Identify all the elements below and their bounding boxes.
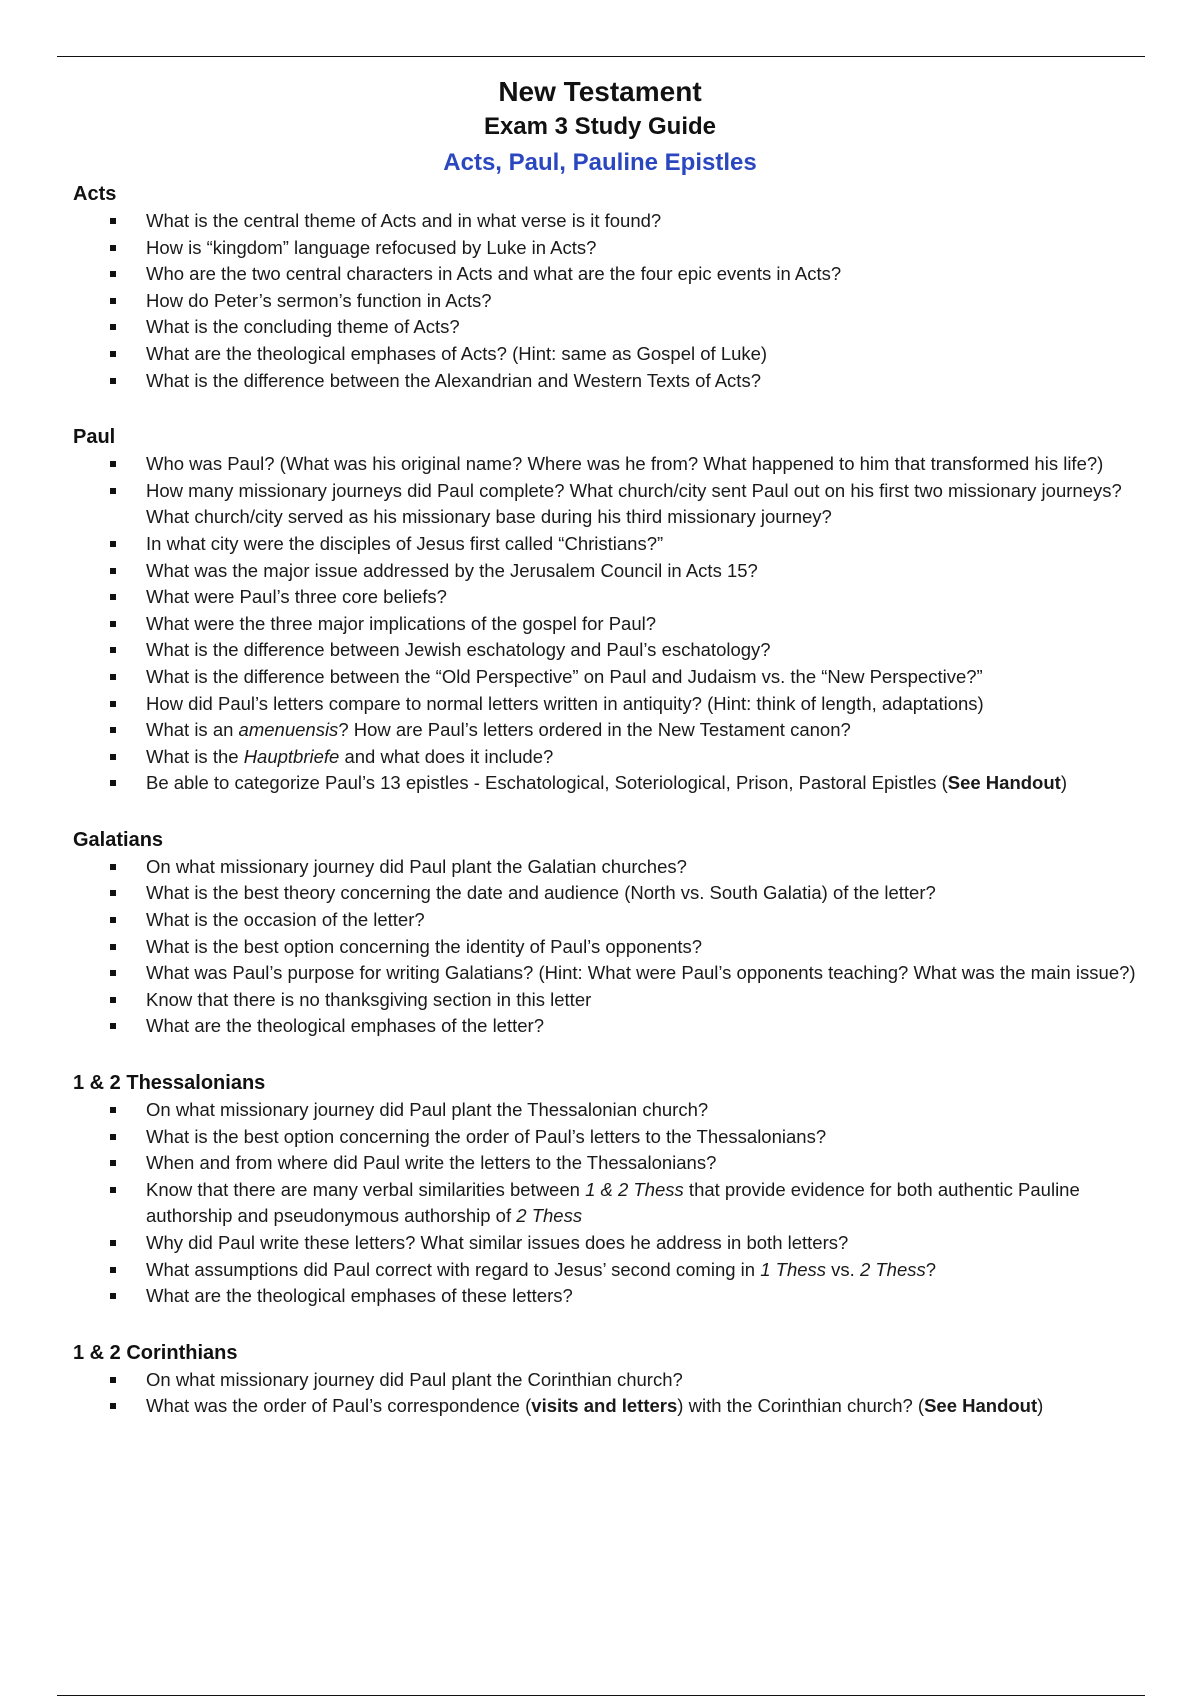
item-text: How do Peter’s sermon’s function in Acts? (146, 289, 492, 311)
list-item (73, 1124, 1163, 1151)
item-text: Be able to categorize Paul’s 13 epistles - Eschatological, Soteriological, Prison, Pastoral Epistles ( (146, 772, 948, 794)
item-text: What are the theological emphases of Acts? (Hint: same as Gospel of Luke) (146, 342, 768, 364)
item-text: What assumptions did Paul correct with regard to Jesus’ second coming in (146, 1258, 761, 1280)
section-1-2-thessalonians (73, 1069, 1163, 1310)
top-rule (57, 56, 1145, 57)
item-text: What is the concluding theme of Acts? (146, 316, 460, 338)
item-text: On what missionary journey did Paul plant the Corinthian church? (146, 1368, 683, 1390)
document-title: New Testament (498, 76, 702, 107)
item-text: What is the best option concerning the identity of Paul’s opponents? (146, 935, 703, 957)
item-text: What is the difference between the “Old Perspective” on Paul and Judaism vs. the “New Perspective?” (146, 665, 983, 687)
item-text: When and from where did Paul write the letters to the Thessalonians? (146, 1152, 717, 1174)
item-text: Know that there is no thanksgiving section in this letter (146, 988, 592, 1010)
list-item (73, 1283, 1163, 1310)
question-list (73, 1367, 1163, 1420)
list-item (73, 854, 1163, 881)
item-text: ) (1060, 772, 1067, 794)
item-text: Why did Paul write these letters? What similar issues does he address in both letters? (146, 1232, 849, 1253)
list-item (73, 314, 1163, 341)
list-item (73, 261, 1163, 288)
bold-term: See Handout (924, 1395, 1038, 1417)
item-text: What is the best option concerning the order of Paul’s letters to the Thessalonians? (146, 1125, 827, 1147)
bold-term: visits and letters (531, 1395, 678, 1417)
item-text: What is the difference between the Alexandrian and Western Texts of Acts? (146, 369, 761, 391)
item-text: What is the (146, 745, 244, 767)
item-text: How is “kingdom” language refocused by Luke in Acts? (146, 236, 597, 258)
item-text: What was the order of Paul’s correspondence ( (146, 1395, 532, 1417)
item-text: vs. (826, 1258, 860, 1280)
item-text: On what missionary journey did Paul plant the Thessalonian church? (146, 1099, 709, 1121)
italic-term: 1 Thess (760, 1258, 827, 1280)
item-text: What is the central theme of Acts and in what verse is it found? (146, 210, 662, 231)
item-text: and what does it include? (339, 745, 554, 767)
item-text: What is an (146, 719, 239, 741)
section-heading: 1 & 2 Corinthians (73, 1341, 238, 1364)
section-paul (73, 423, 1163, 797)
question-list (73, 208, 1163, 394)
item-text: What were the three major implications of the gospel for Paul? (146, 612, 657, 634)
list-item (73, 208, 1163, 235)
item-text: What is the difference between Jewish eschatology and Paul’s eschatology? (146, 639, 771, 661)
item-text: How did Paul’s letters compare to normal letters written in antiquity? (Hint: think of length, adaptations) (146, 692, 984, 714)
list-item (73, 1257, 1163, 1284)
list-item (73, 907, 1163, 934)
item-text: What are the theological emphases of the letter? (146, 1015, 544, 1037)
item-text: that provide evidence for both authentic Pauline authorship and pseudonymous authorship of (146, 1178, 1080, 1227)
list-item (73, 880, 1163, 907)
item-text: How many missionary journeys did Paul complete? What church/city sent Paul out on his first two missionary journeys? What church/city served as his missionary base during his third missionary journey? (146, 479, 1122, 528)
section-1-2-corinthians (73, 1339, 1163, 1420)
item-text: What are the theological emphases of these letters? (146, 1285, 573, 1307)
item-text: In what city were the disciples of Jesus first called “Christians?” (146, 532, 664, 554)
question-list (73, 854, 1163, 1040)
section-heading: 1 & 2 Thessalonians (73, 1072, 266, 1095)
list-item (73, 611, 1163, 638)
list-item (73, 235, 1163, 262)
list-item (73, 960, 1163, 987)
list-item (73, 744, 1163, 771)
bottom-rule (57, 1695, 1145, 1696)
study-guide-content (73, 180, 1163, 1449)
list-item (73, 531, 1163, 558)
list-item (73, 451, 1163, 478)
section-acts (73, 180, 1163, 394)
item-text: Know that there are many verbal similarities between (146, 1178, 586, 1200)
item-text: What is the best theory concerning the date and audience (North vs. South Galatia) of the letter? (146, 882, 936, 904)
document-header (0, 74, 1200, 182)
section-galatians (73, 826, 1163, 1040)
list-item (73, 1393, 1163, 1420)
item-text: What is the occasion of the letter? (146, 909, 425, 931)
bold-term: See Handout (947, 772, 1061, 794)
list-item (73, 1013, 1163, 1040)
section-heading: Acts (73, 183, 117, 205)
section-heading: Paul (73, 426, 116, 449)
item-text: What was the major issue addressed by the Jerusalem Council in Acts 15? (146, 559, 758, 581)
list-item (73, 368, 1163, 395)
item-text: What were Paul’s three core beliefs? (146, 586, 447, 608)
italic-term: 2 Thess (516, 1205, 583, 1227)
item-text: Who are the two central characters in Acts and what are the four epic events in Acts? (146, 263, 842, 285)
item-text: On what missionary journey did Paul plant the Galatian churches? (146, 855, 687, 877)
list-item (73, 934, 1163, 961)
item-text: Who was Paul? (What was his original name? Where was he from? What happened to him that transformed his life?) (146, 453, 1104, 475)
list-item (73, 770, 1163, 797)
list-item (73, 1230, 1163, 1257)
list-item (73, 664, 1163, 691)
question-list (73, 1097, 1163, 1310)
list-item (73, 1367, 1163, 1394)
question-list (73, 451, 1163, 797)
list-item (73, 584, 1163, 611)
document-topic: Acts, Paul, Pauline Epistles (443, 149, 757, 176)
italic-term: 1 & 2 Thess (585, 1178, 684, 1200)
item-text: What was Paul’s purpose for writing Galatians? (Hint: What were Paul’s opponents teaching? What was the main issue?) (146, 962, 1136, 984)
list-item (73, 1177, 1163, 1230)
list-item (73, 987, 1163, 1014)
list-item (73, 288, 1163, 315)
item-text: ? How are Paul’s letters ordered in the New Testament canon? (338, 719, 851, 741)
list-item (73, 637, 1163, 664)
item-text: ) with the Corinthian church? ( (677, 1395, 925, 1417)
list-item (73, 691, 1163, 718)
item-text: ? (925, 1258, 937, 1280)
list-item (73, 341, 1163, 368)
italic-term: 2 Thess (859, 1258, 926, 1280)
list-item (73, 1097, 1163, 1124)
italic-term: Hauptbriefe (243, 745, 340, 767)
section-heading: Galatians (73, 828, 164, 851)
document-subtitle: Exam 3 Study Guide (483, 113, 717, 140)
item-text: ) (1037, 1395, 1044, 1417)
list-item (73, 558, 1163, 585)
list-item (73, 478, 1163, 531)
list-item (73, 717, 1163, 744)
italic-term: amenuensis (238, 719, 339, 741)
list-item (73, 1150, 1163, 1177)
